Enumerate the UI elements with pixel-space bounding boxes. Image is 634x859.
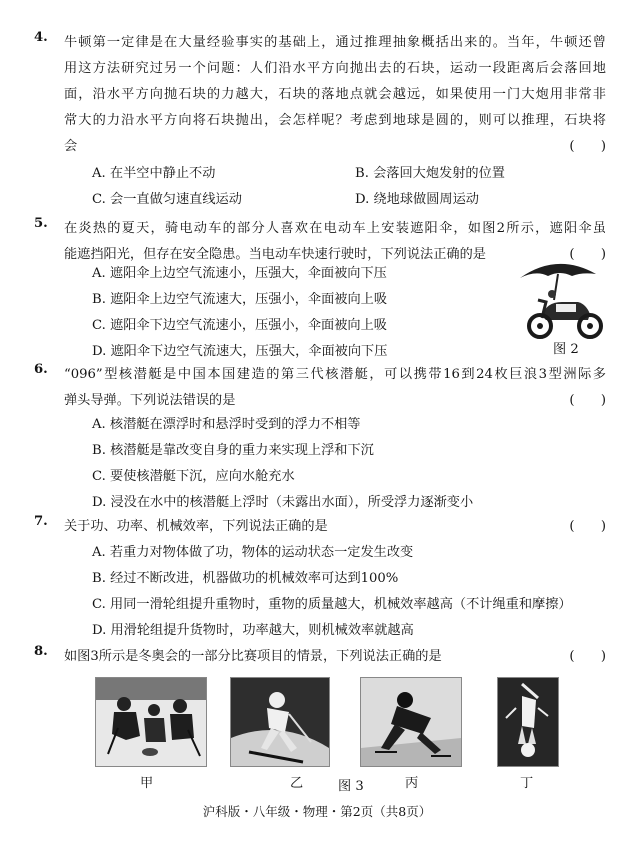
answer-blank: ( ) xyxy=(569,139,606,154)
question-text-line: 在炎热的夏天，骑电动车的部分人喜欢在电动车上安装遮阳伞，如图2所示，遮阳伞虽 xyxy=(64,221,606,236)
question-4 xyxy=(34,30,606,160)
option-d: D. 绕地球做圆周运动 xyxy=(355,192,479,207)
option-a: A. 遮阳伞上边空气流速小，压强大，伞面被向下压 xyxy=(92,266,387,281)
photo-aerial-skiing xyxy=(497,677,559,767)
option-c: C. 遮阳伞下边空气流速小，压强小，伞面被向上吸 xyxy=(92,318,387,333)
option-a: A. 核潜艇在漂浮时和悬浮时受到的浮力不相等 xyxy=(92,417,361,432)
option-c: C. 用同一滑轮组提升重物时，重物的质量越大，机械效率越高（不计绳重和摩擦） xyxy=(92,597,572,612)
question-number: 5. xyxy=(34,216,48,231)
answer-blank: ( ) xyxy=(569,393,606,408)
question-text-line: 牛顿第一定律是在大量经验事实的基础上，通过推理抽象概括出来的。当年，牛顿还曾 xyxy=(64,35,606,50)
question-text-line: 常大的力沿水平方向将石块抛出，会怎样呢？考虑到地球是圆的，则可以推理，石块将 xyxy=(64,113,606,128)
question-text-line: 弹头导弹。下列说法错误的是 xyxy=(64,393,236,408)
option-d: D. 遮阳伞下边空气流速大，压强大，伞面被向下压 xyxy=(92,344,388,359)
photo-skiing xyxy=(230,677,330,767)
question-text-line: 关于功、功率、机械效率，下列说法正确的是 xyxy=(64,519,328,534)
photo-curling xyxy=(95,677,207,767)
option-b: B. 遮阳伞上边空气流速大，压强小，伞面被向上吸 xyxy=(92,292,388,307)
answer-blank: ( ) xyxy=(569,649,606,664)
photo-speed-skating xyxy=(360,677,462,767)
figure-3-caption: 图 3 xyxy=(338,779,364,794)
question-text-line: 用这方法研究过另一个问题：人们沿水平方向抛出去的石块，运动一段距离后会落回地 xyxy=(64,61,606,76)
option-d: D. 浸没在水中的核潜艇上浮时（未露出水面），所受浮力逐渐变小 xyxy=(92,495,474,510)
question-number: 4. xyxy=(34,30,48,45)
option-a: A. 在半空中静止不动 xyxy=(92,166,216,181)
option-b: B. 会落回大炮发射的位置 xyxy=(355,166,505,181)
scooter-umbrella-figure xyxy=(512,258,608,344)
question-text-line: 面，沿水平方向抛石块的力越大，石块的落地点就会越远，如果使用一门大炮用非常非 xyxy=(64,87,606,102)
question-text-line: 会 xyxy=(64,139,78,154)
option-d: D. 用滑轮组提升货物时，功率越大，则机械效率就越高 xyxy=(92,623,414,638)
label-jia: 甲 xyxy=(140,776,154,791)
answer-blank: ( ) xyxy=(569,519,606,534)
question-text-line-last xyxy=(64,514,606,540)
option-b: B. 核潜艇是靠改变自身的重力来实现上浮和下沉 xyxy=(92,443,374,458)
question-number: 7. xyxy=(34,514,48,529)
option-b: B. 经过不断改进，机器做功的机械效率可达到100% xyxy=(92,571,399,586)
question-text-line: “096”型核潜艇是中国本国建造的第三代核潜艇，可以携带16到24枚巨浪3型洲际多 xyxy=(64,367,606,382)
page-footer: 沪科版・八年级・物理・第2页（共8页） xyxy=(202,804,432,819)
question-number: 8. xyxy=(34,644,48,659)
label-yi: 乙 xyxy=(290,776,304,791)
question-text-line: 能遮挡阳光，但存在安全隐患。当电动车快速行驶时，下列说法正确的是 xyxy=(64,247,486,262)
question-8 xyxy=(34,644,606,670)
figure-2-caption: 图 2 xyxy=(553,342,579,357)
question-text-line: 如图3所示是冬奥会的一部分比赛项目的情景，下列说法正确的是 xyxy=(64,649,442,664)
question-text-line-last xyxy=(64,644,606,670)
question-6 xyxy=(34,362,606,414)
question-text-line-last xyxy=(64,134,606,160)
answer-blank: ( ) xyxy=(569,247,606,262)
option-a: A. 若重力对物体做了功，物体的运动状态一定发生改变 xyxy=(92,545,414,560)
question-text-line-last xyxy=(64,388,606,414)
question-7 xyxy=(34,514,606,540)
option-c: C. 要使核潜艇下沉，应向水舱充水 xyxy=(92,469,295,484)
question-number: 6. xyxy=(34,362,48,377)
option-c: C. 会一直做匀速直线运动 xyxy=(92,192,242,207)
label-bing: 丙 xyxy=(405,776,419,791)
label-ding: 丁 xyxy=(520,776,534,791)
